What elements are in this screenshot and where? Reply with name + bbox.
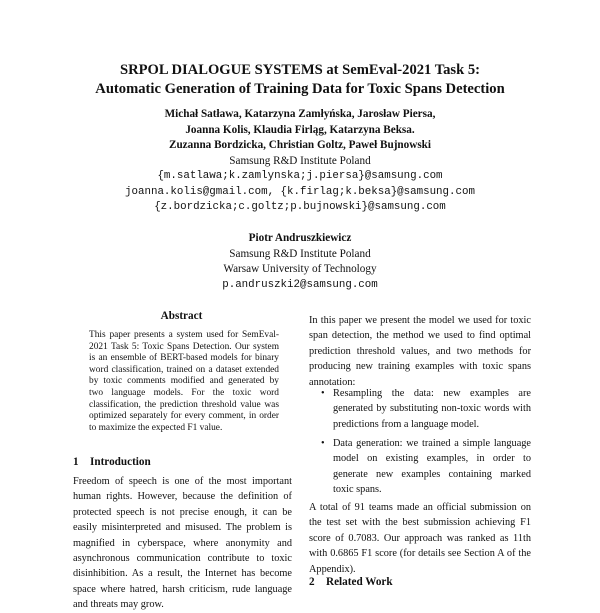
title-line-2: Automatic Generation of Training Data for Toxic Spans Detection: [95, 81, 505, 97]
section-2-heading: [309, 576, 393, 588]
author2-email: p.andruszki2@samsung.com: [222, 278, 378, 291]
abstract-text: This paper presents a system used for SemEval-2021 Task 5: Toxic Spans Detection. Our system is an ensemble of BERT-based models for binary word classification, trained on a dataset extended by toxic comments modified and generated by two language models. For the toxic word classification, the prediction threshold value was optimized separately for every comment, in order to maximize the expected F1 value.: [89, 330, 279, 433]
section-2-title: Related Work: [326, 576, 393, 588]
bullet-item-1: [321, 386, 531, 432]
results-paragraph: A total of 91 teams made an official submission on the test set with the best submission achieving F1 score of 0.7083. Our approach was ranked as 11th with 0.6865 F1 score (for details see Section A of the Appendix).: [309, 502, 531, 575]
section-1-number: 1: [73, 456, 79, 468]
author-email-line-3: {z.bordzicka;c.goltz;p.bujnowski}@samsung.com: [154, 201, 446, 213]
section-1-heading: [73, 456, 151, 468]
author-names-line-2: Joanna Kolis, Klaudia Firląg, Katarzyna Beksa.: [185, 123, 415, 136]
abstract-heading: Abstract: [160, 310, 203, 322]
author-email-line-1: {m.satlawa;k.zamlynska;j.piersa}@samsung.com: [157, 170, 443, 182]
bullet-text-1: Resampling the data: new examples are generated by substituting non-toxic words with predictions from a language model.: [333, 388, 531, 430]
author-block-1: [0, 107, 600, 216]
author2-name: Piotr Andruszkiewicz: [248, 232, 352, 244]
author-names-line-3: Zuzanna Bordzicka, Christian Goltz, Paweł Bujnowski: [169, 139, 431, 151]
bullet-dot-1: •: [321, 388, 325, 399]
introduction-text: Freedom of speech is one of the most important human rights. However, because the definition of protected speech is not precise enough, it can be easily misinterpreted and misused. The problem is magnified in cyberspace, where anonymity and asynchronous communication contribute to toxic disinhibition. As a result, the Internet has become space where hatred, harsh criticism, rude language and threats may grow.: [73, 476, 292, 611]
title-line-1: SRPOL DIALOGUE SYSTEMS at SemEval-2021 Task 5:: [119, 62, 481, 78]
author2-affiliation: Samsung R&D Institute Poland: [229, 247, 371, 260]
author-email-line-2: joanna.kolis@gmail.com, {k.firlag;k.beksa}@samsung.com: [125, 185, 475, 198]
author-names-line-1: Michał Satława, Katarzyna Zamłyńska, Jarosław Piersa,: [164, 108, 436, 120]
paper-title: [0, 61, 600, 99]
author-block-2: [0, 231, 600, 293]
bullet-dot-2: •: [321, 438, 325, 449]
bullet-item-2: [321, 436, 531, 498]
section-2-number: 2: [309, 576, 315, 588]
author-affiliation: Samsung R&D Institute Poland: [229, 154, 371, 167]
author2-university: Warsaw University of Technology: [223, 263, 377, 275]
bullet-text-2: Data generation: we trained a simple language model on existing examples, in order to generate new examples containing marked toxic spans.: [333, 438, 531, 496]
right-intro-paragraph: In this paper we present the model we used for toxic span detection, the method we used to find optimal prediction threshold values, and two methods for producing new training examples with toxic spans annotation:: [309, 315, 531, 388]
section-1-title: Introduction: [90, 456, 151, 468]
